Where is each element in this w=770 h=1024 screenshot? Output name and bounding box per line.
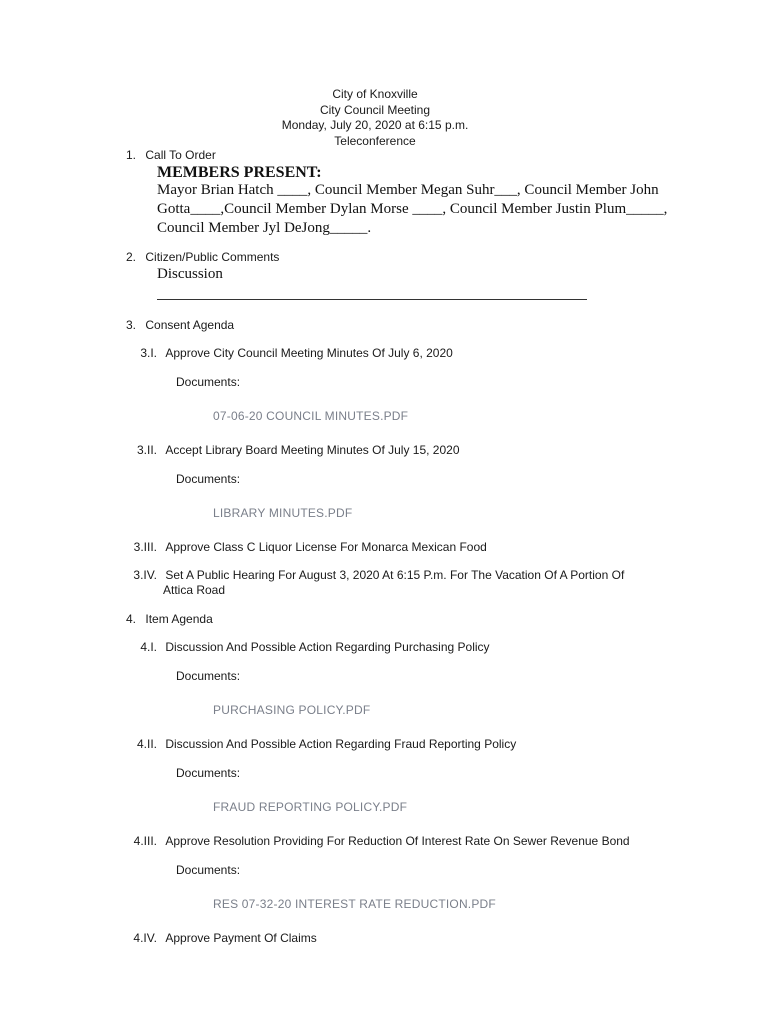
city-name: City of Knoxville: [332, 87, 418, 101]
item-number: 4.II.: [136, 737, 157, 751]
members-line-2: Gotta____,Council Member Dylan Morse ____, Council Member Justin Plum_____,: [157, 201, 668, 217]
item-number: 3.: [126, 318, 137, 332]
item-number: 1.: [126, 148, 137, 162]
item-title: Approve Resolution Providing For Reduction Of Interest Rate On Sewer Revenue Bond: [165, 834, 630, 848]
item-call-to-order: [126, 148, 216, 162]
item-number: 4.III.: [133, 834, 157, 848]
item-3-2: [126, 443, 460, 457]
meeting-format: Teleconference: [334, 133, 416, 148]
item-title-continued: Attica Road: [163, 583, 226, 597]
documents-label: Documents:: [176, 863, 241, 877]
item-title: Citizen/Public Comments: [145, 250, 280, 264]
item-number: 3.I.: [140, 346, 157, 360]
document-link[interactable]: LIBRARY MINUTES.PDF: [213, 506, 353, 520]
item-number: 3.III.: [133, 540, 157, 554]
item-4-2: [126, 737, 516, 751]
item-4-1: [126, 640, 490, 654]
documents-label: Documents:: [176, 766, 241, 780]
documents-label: Documents:: [176, 375, 241, 389]
discussion-line: [157, 299, 587, 300]
item-title: Discussion And Possible Action Regarding Fraud Reporting Policy: [165, 737, 517, 751]
discussion-label: Discussion: [157, 266, 223, 282]
document-link[interactable]: FRAUD REPORTING POLICY.PDF: [213, 800, 408, 814]
item-3-1: [126, 346, 453, 360]
agenda-header: [0, 87, 750, 149]
item-title: Set A Public Hearing For August 3, 2020 At 6:15 P.m. For The Vacation Of A Portion Of: [165, 568, 625, 582]
document-link[interactable]: 07-06-20 COUNCIL MINUTES.PDF: [213, 409, 409, 423]
document-link[interactable]: RES 07-32-20 INTEREST RATE REDUCTION.PDF: [213, 897, 496, 911]
item-title: Accept Library Board Meeting Minutes Of July 15, 2020: [165, 443, 460, 457]
item-number: 4.: [126, 612, 137, 626]
members-line-1: Mayor Brian Hatch ____, Council Member Megan Suhr___, Council Member John: [157, 182, 659, 198]
item-title: Item Agenda: [145, 612, 213, 626]
members-present-heading: MEMBERS PRESENT:: [157, 164, 322, 181]
item-title: Approve Payment Of Claims: [165, 931, 317, 945]
item-number: 4.IV.: [133, 931, 157, 945]
item-title: Approve City Council Meeting Minutes Of July 6, 2020: [165, 346, 453, 360]
item-number: 3.IV.: [133, 568, 157, 582]
item-title: Consent Agenda: [145, 318, 235, 332]
item-title: Discussion And Possible Action Regarding Purchasing Policy: [165, 640, 490, 654]
item-title: Approve Class C Liquor License For Monarca Mexican Food: [165, 540, 487, 554]
item-title: Call To Order: [145, 148, 216, 162]
item-3-3: [126, 540, 487, 554]
item-number: 3.II.: [136, 443, 157, 457]
meeting-date: Monday, July 20, 2020 at 6:15 p.m.: [281, 118, 469, 132]
item-consent-agenda: [126, 318, 234, 332]
documents-label: Documents:: [176, 472, 241, 486]
document-link[interactable]: PURCHASING POLICY.PDF: [213, 703, 371, 717]
item-4-3: [126, 834, 630, 848]
item-number: 2.: [126, 250, 137, 264]
item-number: 4.I.: [140, 640, 157, 654]
meeting-name: City Council Meeting: [319, 102, 431, 117]
item-public-comments: [126, 250, 279, 264]
item-4-4: [126, 931, 317, 945]
item-item-agenda: [126, 612, 213, 626]
item-3-4: [126, 568, 624, 582]
members-line-3: Council Member Jyl DeJong_____.: [157, 220, 372, 236]
documents-label: Documents:: [176, 669, 241, 683]
